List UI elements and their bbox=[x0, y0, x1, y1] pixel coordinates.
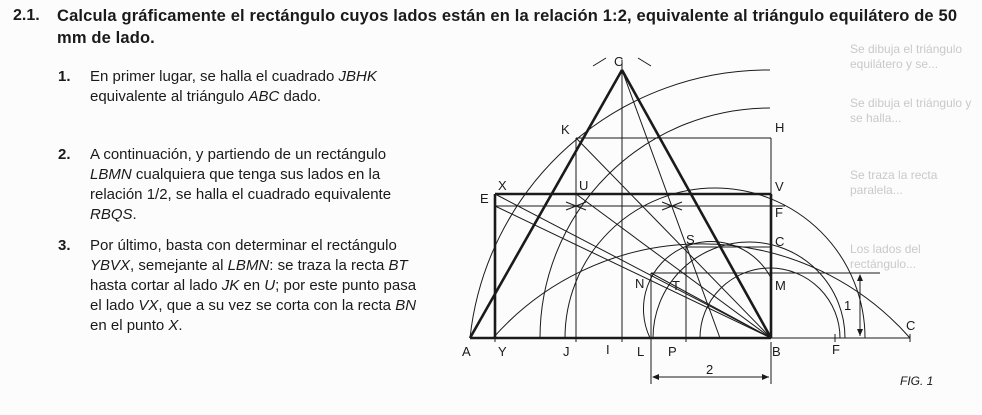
label-c-mid: C bbox=[775, 234, 785, 249]
step-number: 3. bbox=[58, 237, 71, 254]
line-bt bbox=[576, 194, 771, 338]
label-y: Y bbox=[498, 344, 507, 359]
label-t: T bbox=[672, 278, 680, 293]
step-text: Por último, basta con determinar el rectángulo YBVX, semejante al LBMN: se traza la recta BT hasta cortar al lado JK en U; por este punto pasa el lado VX, que a su vez se corta con la recta BN en el punto X. bbox=[90, 237, 417, 334]
dimension-label-1: 1 bbox=[844, 298, 852, 313]
mid-arc bbox=[565, 188, 865, 338]
step-text: A continuación, y partiendo de un rectángulo LBMN cualquiera que tenga sus lados en la relación 1/2, se halla el cuadrado equivalente RBQS. bbox=[90, 146, 392, 223]
bleed-through-text: Los lados del rectángulo... bbox=[850, 242, 921, 271]
arc-bt bbox=[643, 241, 772, 338]
bleed-through-text: Se dibuja el triángulo equilátero y se... bbox=[850, 42, 963, 71]
label-e-left: E bbox=[480, 191, 489, 206]
exercise-number: 2.1. bbox=[13, 7, 40, 24]
label-c-far: C bbox=[906, 318, 916, 333]
step-number: 1. bbox=[58, 68, 71, 85]
label-l: L bbox=[637, 344, 645, 359]
label-j: J bbox=[563, 344, 570, 359]
label-b: B bbox=[772, 344, 781, 359]
figure-caption: FIG. 1 bbox=[900, 374, 934, 388]
triangle-side-ac bbox=[470, 70, 622, 338]
step-number: 2. bbox=[58, 146, 71, 163]
arc-c bbox=[540, 108, 770, 338]
label-f-right: F bbox=[775, 205, 783, 220]
step-text: En primer lugar, se halla el cuadrado JBHK equivalente al triángulo ABC dado. bbox=[90, 68, 377, 105]
label-h: H bbox=[775, 120, 785, 135]
label-x: X bbox=[498, 178, 507, 193]
label-a: A bbox=[462, 344, 471, 359]
label-f-bottom: F bbox=[832, 342, 840, 357]
label-k: K bbox=[561, 122, 570, 137]
label-s: S bbox=[686, 232, 695, 247]
label-c-top: C bbox=[614, 54, 624, 69]
label-n: N bbox=[635, 276, 645, 291]
bleed-through-text: Se dibuja el triángulo y se halla... bbox=[850, 96, 972, 125]
label-m: M bbox=[775, 278, 786, 293]
label-v: V bbox=[775, 179, 784, 194]
bleed-through-text: Se traza la recta paralela... bbox=[850, 168, 938, 197]
exercise-title: Calcula gráficamente el rectángulo cuyos lados están en la relación 1:2, equivalente al triángulo equilátero de 50 mm de lado. bbox=[57, 7, 958, 47]
line-c-right bbox=[622, 70, 720, 338]
label-i: I bbox=[606, 342, 610, 357]
dimension-label-2: 2 bbox=[706, 362, 714, 377]
label-u: U bbox=[579, 178, 589, 193]
label-p: P bbox=[668, 344, 677, 359]
